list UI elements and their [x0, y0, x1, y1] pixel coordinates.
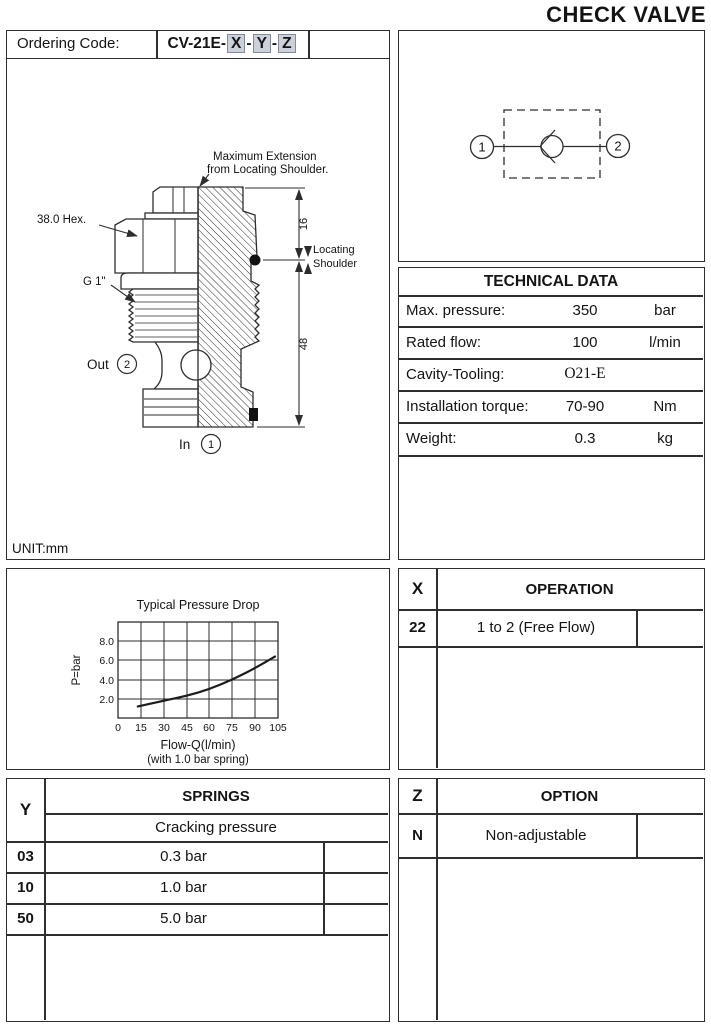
- svg-text:6.0: 6.0: [99, 655, 114, 667]
- technical-data-title: TECHNICAL DATA: [483, 272, 619, 290]
- code-x-box: X: [227, 34, 245, 54]
- springs-table: [6, 778, 390, 1022]
- table-row: Rated flow: 100 l/min: [406, 333, 681, 351]
- dim-48-label: 48: [298, 337, 310, 351]
- unit-note: UNIT:mm: [12, 541, 69, 556]
- pressure-drop-chart: [7, 569, 388, 768]
- code-prefix: CV-21E-: [167, 34, 227, 52]
- y-axis-label: P=bar: [71, 654, 83, 686]
- option-row-code: N: [412, 826, 423, 844]
- operation-table: [398, 568, 705, 770]
- spring-row-value: 1.0 bar: [160, 879, 207, 896]
- table-row: Max. pressure: 350 bar: [406, 302, 676, 319]
- valve-section-drawing: [7, 59, 388, 558]
- ordering-code-bar: [6, 30, 390, 58]
- locating-shoulder-label-2: Shoulder: [313, 258, 358, 270]
- locating-shoulder-label-1: Locating: [313, 244, 355, 256]
- svg-text:75: 75: [226, 722, 238, 734]
- option-row-desc: Non-adjustable: [485, 826, 587, 844]
- springs-col-letter: Y: [19, 800, 32, 819]
- symbol-panel: [398, 30, 705, 262]
- x-axis-label: Flow-Q(l/min): [160, 738, 236, 752]
- ordering-code-label: Ordering Code:: [17, 35, 120, 52]
- spring-row-code: 03: [17, 848, 34, 865]
- svg-text:90: 90: [249, 722, 261, 734]
- ordering-code-value: [156, 31, 308, 56]
- valve-drawing-panel: [6, 58, 390, 560]
- check-valve-symbol: [399, 31, 703, 260]
- option-table: [398, 778, 705, 1022]
- pressure-drop-chart-panel: [6, 568, 390, 770]
- code-y-box: Y: [253, 34, 271, 54]
- code-sep-1: -: [246, 34, 252, 52]
- x-axis-note: (with 1.0 bar spring): [147, 754, 249, 766]
- max-extension-label-2: from Locating Shoulder.: [207, 164, 329, 176]
- svg-text:45: 45: [181, 722, 193, 734]
- spring-row-code: 50: [17, 910, 34, 927]
- page-title: CHECK VALVE: [546, 2, 706, 27]
- springs-subtitle: Cracking pressure: [155, 818, 277, 836]
- code-sep-2: -: [271, 34, 278, 52]
- springs-title: SPRINGS: [182, 787, 250, 805]
- svg-text:105: 105: [269, 722, 287, 734]
- chart-title: Typical Pressure Drop: [136, 598, 260, 612]
- chart-grid: [118, 622, 278, 718]
- thread-size-label: G 1": [83, 276, 106, 288]
- max-extension-label-1: Maximum Extension: [213, 151, 317, 163]
- in-port-number: 1: [207, 439, 215, 451]
- svg-text:15: 15: [135, 722, 147, 734]
- section-hatch: [198, 187, 259, 427]
- operation-title: OPERATION: [525, 580, 614, 598]
- operation-col-letter: X: [411, 579, 424, 598]
- technical-data-panel: [398, 267, 705, 560]
- valve-body-outline: [115, 187, 261, 427]
- svg-text:2.0: 2.0: [99, 694, 114, 706]
- in-port-label: In: [179, 437, 191, 452]
- o-ring-seal: [250, 255, 261, 266]
- out-port-number: 2: [123, 359, 131, 371]
- table-row: Cavity-Tooling: O21-E: [406, 365, 606, 383]
- operation-row-desc: 1 to 2 (Free Flow): [476, 619, 596, 636]
- dim-16-label: 16: [298, 217, 310, 231]
- symbol-envelope: [504, 110, 600, 178]
- symbol-port-1: 1: [478, 139, 486, 155]
- symbol-port-2: 2: [614, 138, 622, 154]
- y-axis-ticks: [99, 636, 114, 706]
- backup-seal: [249, 408, 258, 421]
- hex-size-label: 38.0 Hex.: [37, 214, 87, 226]
- option-title: OPTION: [540, 787, 599, 805]
- svg-text:8.0: 8.0: [99, 636, 114, 648]
- svg-text:60: 60: [203, 722, 215, 734]
- cross-hole: [181, 350, 211, 380]
- spring-row-value: 0.3 bar: [160, 848, 207, 865]
- x-axis-ticks: [115, 722, 287, 734]
- spring-row-code: 10: [17, 879, 34, 896]
- out-port-label: Out: [87, 357, 109, 372]
- svg-text:0: 0: [115, 722, 121, 734]
- svg-text:30: 30: [158, 722, 170, 734]
- code-z-box: Z: [278, 34, 295, 54]
- spring-row-value: 5.0 bar: [160, 910, 207, 927]
- option-col-letter: Z: [412, 786, 423, 805]
- operation-row-code: 22: [409, 619, 426, 636]
- check-ball: [541, 136, 563, 158]
- svg-text:4.0: 4.0: [99, 675, 114, 687]
- table-row: Weight: 0.3 kg: [406, 430, 673, 447]
- table-row: Installation torque: 70-90 Nm: [406, 397, 677, 415]
